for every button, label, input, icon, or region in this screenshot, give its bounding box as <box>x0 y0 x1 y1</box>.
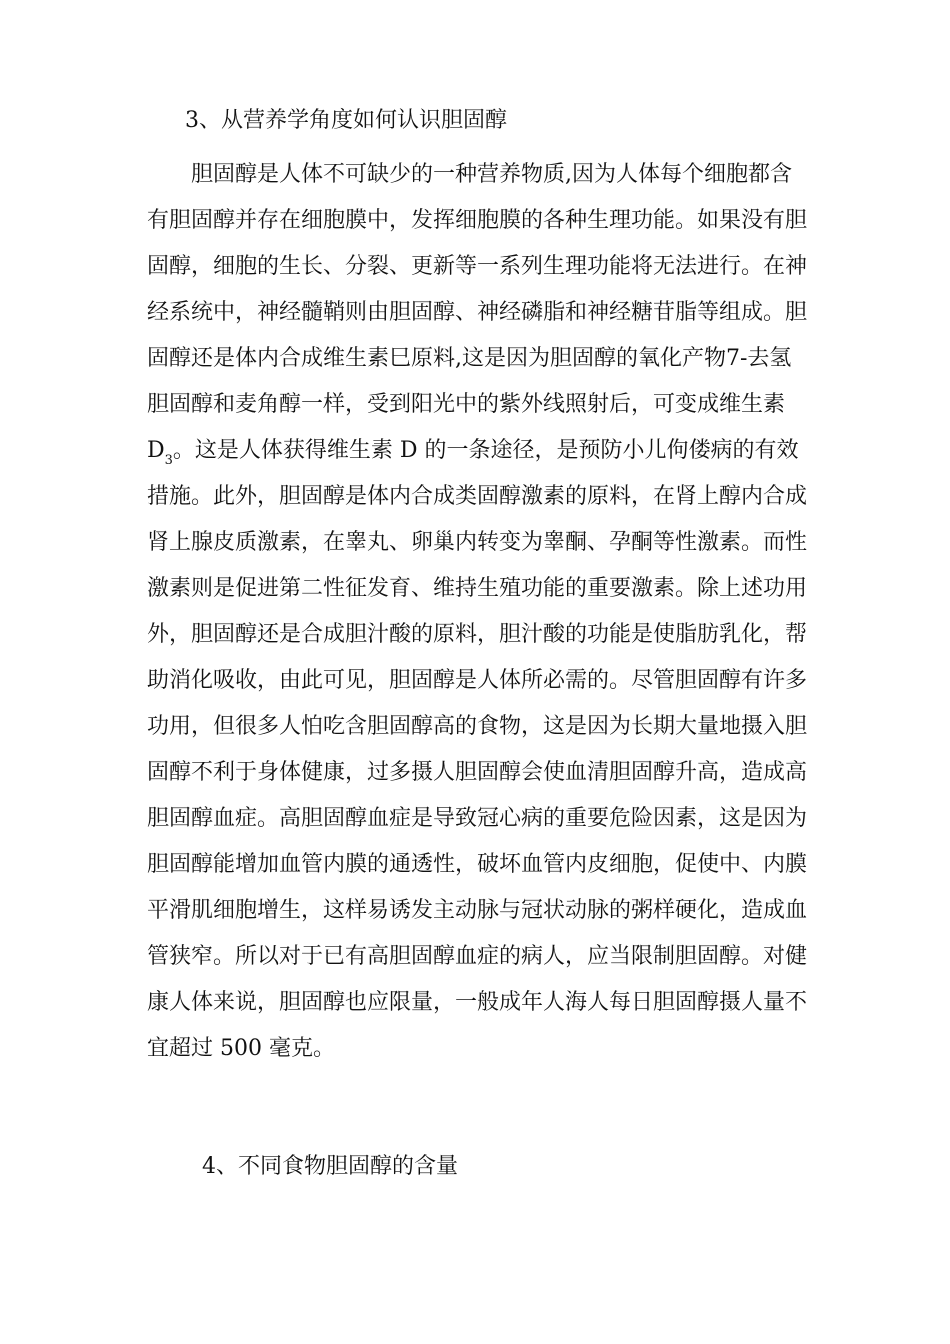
paragraph-line: 固醇还是体内合成维生素巳原料,这是因为胆固醇的氧化产物7-去氢 <box>147 346 792 371</box>
paragraph-line: 固醇不利于身体健康，过多摄人胆固醇会使血清胆固醇升高，造成高 <box>147 760 808 785</box>
paragraph-line: 功用，但很多人怕吃含胆固醇高的食物，这是因为长期大量地摄入胆 <box>147 714 808 739</box>
paragraph-line: 胆固醇能增加血管内膜的通透性，破坏血管内皮细胞，促使中、内膜 <box>147 852 808 877</box>
paragraph-line: 固醇，细胞的生长、分裂、更新等一系列生理功能将无法进行。在神 <box>147 254 808 279</box>
paragraph-line: 措施。此外，胆固醇是体内合成类固醇激素的原料，在肾上醇内合成 <box>147 484 808 509</box>
section-3-heading: 3、从营养学角度如何认识胆固醇 <box>185 108 507 133</box>
paragraph-line: 激素则是促进第二性征发育、维持生殖功能的重要激素。除上述功用 <box>147 576 808 601</box>
paragraph-line: 胆固醇是人体不可缺少的一种营养物质,因为人体每个细胞都含 <box>191 162 792 187</box>
paragraph-line: 有胆固醇并存在细胞膜中，发挥细胞膜的各种生理功能。如果没有胆 <box>147 208 808 233</box>
section-4-heading: 4、不同食物胆固醇的含量 <box>202 1154 458 1179</box>
paragraph-line-vitamin-d3 <box>147 428 837 474</box>
paragraph-line: 外，胆固醇还是合成胆汁酸的原料，胆汁酸的功能是使脂肪乳化，帮 <box>147 622 808 647</box>
section-3-body <box>147 152 837 1072</box>
paragraph-line: 胆固醇和麦角醇一样，受到阳光中的紫外线照射后，可变成维生素 <box>147 392 786 417</box>
paragraph-line: 胆固醇血症。高胆固醇血症是导致冠心病的重要危险因素，这是因为 <box>147 806 808 831</box>
paragraph-line: 康人体来说，胆固醇也应限量，一般成年人海人每日胆固醇摄人量不 <box>147 990 808 1015</box>
paragraph-line: 管狭窄。所以对于已有高胆固醇血症的病人，应当限制胆固醇。对健 <box>147 944 808 969</box>
paragraph-line: 平滑肌细胞增生，这样易诱发主动脉与冠状动脉的粥样硬化，造成血 <box>147 898 808 923</box>
vitamin-d-letter: D <box>147 438 165 463</box>
vitamin-d-line-rest: 。这是人体获得维生素 D 的一条途径，是预防小儿佝偻病的有效 <box>172 438 799 463</box>
paragraph-line: 肾上腺皮质激素，在睾丸、卵巢内转变为睾酮、孕酮等性激素。而性 <box>147 530 808 555</box>
vitamin-d-subscript: 3 <box>164 453 173 468</box>
paragraph-line: 宜超过 500 毫克。 <box>147 1036 335 1061</box>
paragraph-line: 经系统中，神经髓鞘则由胆固醇、神经磷脂和神经糖苷脂等组成。胆 <box>147 300 808 325</box>
paragraph-line: 助消化吸收，由此可见，胆固醇是人体所必需的。尽管胆固醇有许多 <box>147 668 808 693</box>
